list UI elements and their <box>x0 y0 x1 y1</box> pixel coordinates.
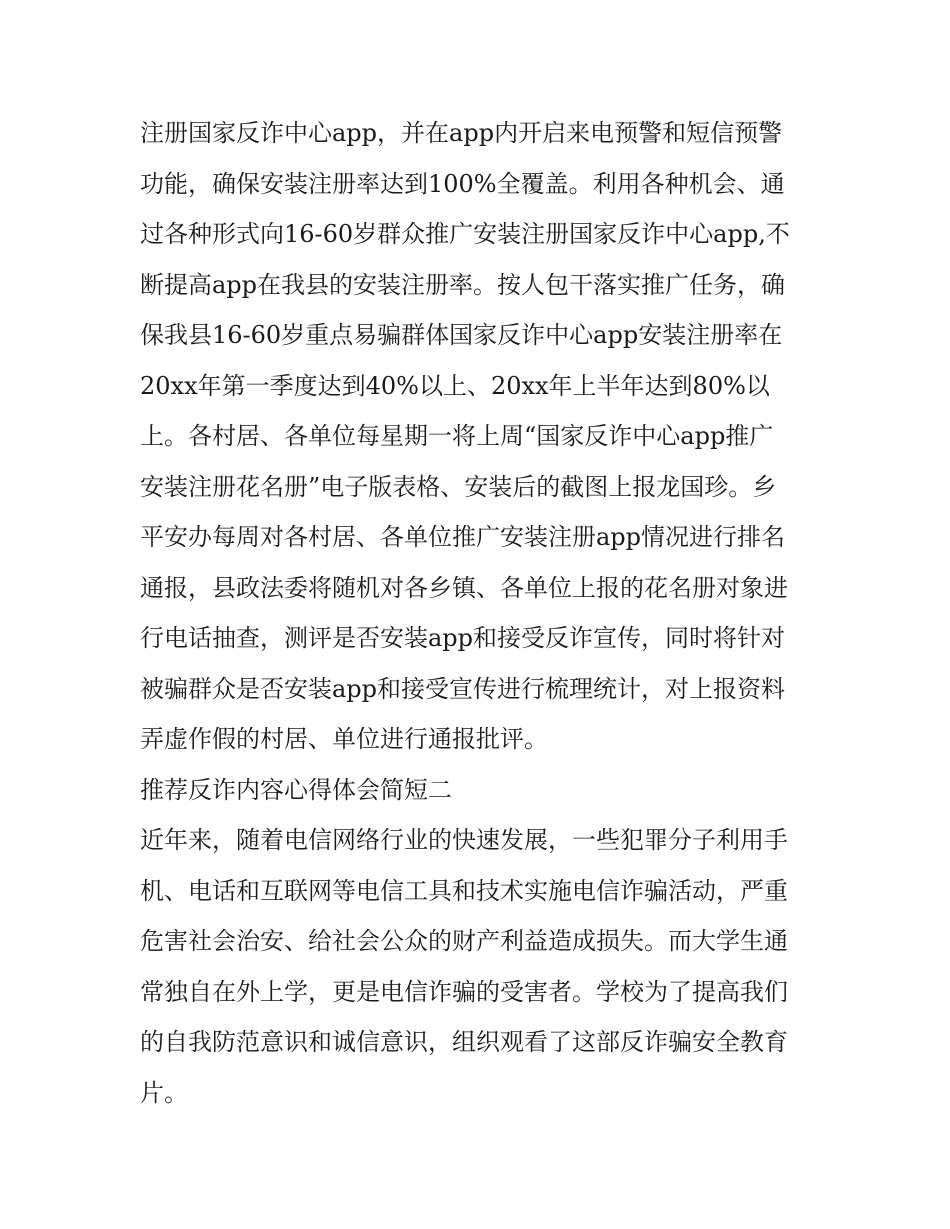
paragraph-1 <box>140 108 812 765</box>
text-line: 被骗群众是否安装app和接受宣传进行梳理统计，对上报资料 <box>140 674 786 703</box>
text-line: 片。 <box>140 1078 188 1107</box>
text-line: 弄虚作假的村居、单位进行通报批评。 <box>140 725 548 753</box>
text-line: 安装注册花名册”电子版表格、安装后的截图上报龙国珍。乡 <box>140 472 777 501</box>
text-line: 平安办每周对各村居、各单位推广安装注册app情况进行排名 <box>140 523 786 551</box>
text-line: 上。各村居、各单位每星期一将上周“国家反诈中心app推广 <box>140 422 774 450</box>
text-line: 危害社会治安、给社会公众的财产利益造成损失。而大学生通 <box>140 927 788 955</box>
text-line: 近年来，随着电信网络行业的快速发展，一些犯罪分子利用手 <box>140 826 788 854</box>
text-line: 保我县16-60岁重点易骗群体国家反诈中心app安装注册率在 <box>140 321 783 349</box>
text-line: 的自我防范意识和诚信意识，组织观看了这部反诈骗安全教育 <box>140 1028 788 1056</box>
text-line: 常独自在外上学，更是电信诈骗的受害者。学校为了提高我们 <box>140 977 788 1006</box>
text-line: 注册国家反诈中心app，并在app内开启来电预警和短信预警 <box>140 119 783 147</box>
text-line: 功能，确保安装注册率达到100%全覆盖。利用各种机会、通 <box>140 169 785 198</box>
text-line: 行电话抽查，测评是否安装app和接受反诈宣传，同时将针对 <box>140 624 786 652</box>
document-body <box>140 108 812 1118</box>
paragraph-2 <box>140 815 812 1118</box>
text-line: 20xx年第一季度达到40%以上、20xx年上半年达到80%以 <box>140 371 770 400</box>
text-line: 机、电话和互联网等电信工具和技术实施电信诈骗活动，严重 <box>140 876 788 905</box>
section-heading <box>140 765 812 816</box>
heading-text: 推荐反诈内容心得体会简短二 <box>140 775 452 804</box>
text-line: 通报，县政法委将随机对各乡镇、各单位上报的花名册对象进 <box>140 573 788 602</box>
text-line: 断提高app在我县的安装注册率。按人包干落实推广任务，确 <box>140 270 786 299</box>
text-line: 过各种形式向16-60岁群众推广安装注册国家反诈中心app,不 <box>140 220 790 248</box>
